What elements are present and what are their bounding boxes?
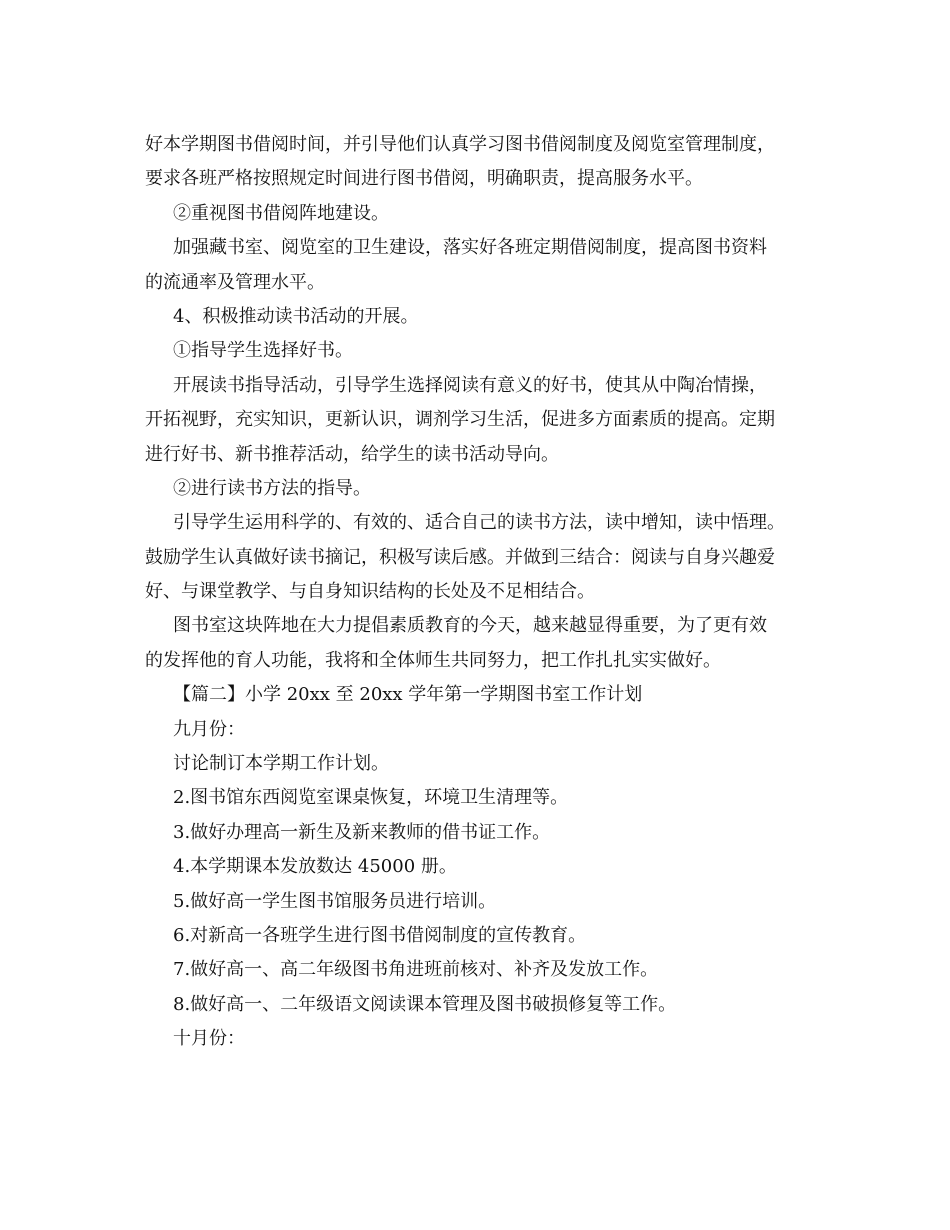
text-line: ②进行读书方法的指导。 bbox=[173, 477, 371, 499]
text-line: 图书室这块阵地在大力提倡素质教育的今天，越来越显得重要，为了更有效 bbox=[173, 615, 767, 637]
text-line: 讨论制订本学期工作计划。 bbox=[173, 753, 389, 775]
text-line: 【篇二】小学 20xx 至 20xx 学年第一学期图书室工作计划 bbox=[173, 684, 643, 706]
text-line: 要求各班严格按照规定时间进行图书借阅，明确职责，提高服务水平。 bbox=[145, 168, 703, 190]
text-line: 3.做好办理高一新生及新来教师的借书证工作。 bbox=[173, 821, 551, 843]
text-line: 5.做好高一学生图书馆服务员进行培训。 bbox=[173, 890, 497, 912]
text-line: 鼓励学生认真做好读书摘记，积极写读后感。并做到三结合：阅读与自身兴趣爱 bbox=[145, 546, 775, 568]
text-line: 的流通率及管理水平。 bbox=[145, 271, 325, 293]
text-line: 4、积极推动读书活动的开展。 bbox=[173, 305, 419, 327]
text-line: 加强藏书室、阅览室的卫生建设，落实好各班定期借阅制度，提高图书资料 bbox=[173, 237, 767, 259]
text-line: 7.做好高一、高二年级图书角进班前核对、补齐及发放工作。 bbox=[173, 959, 659, 981]
text-line: 开拓视野，充实知识，更新认识，调剂学习生活，促进多方面素质的提高。定期 bbox=[145, 409, 775, 431]
text-line: 好本学期图书借阅时间，并引导他们认真学习图书借阅制度及阅览室管理制度， bbox=[145, 134, 775, 155]
document-body bbox=[145, 128, 810, 1057]
text-line: 8.做好高一、二年级语文阅读课本管理及图书破损修复等工作。 bbox=[173, 993, 677, 1015]
text-line: 进行好书、新书推荐活动，给学生的读书活动导向。 bbox=[145, 443, 559, 465]
text-line: 6.对新高一各班学生进行图书借阅制度的宣传教育。 bbox=[173, 924, 587, 946]
text-line: ①指导学生选择好书。 bbox=[173, 340, 353, 362]
text-line: 引导学生运用科学的、有效的、适合自己的读书方法，读中增知，读中悟理。 bbox=[173, 512, 785, 534]
text-line: 好、与课堂教学、与自身知识结构的长处及不足相结合。 bbox=[145, 581, 595, 603]
text-line: 2.图书馆东西阅览室课桌恢复，环境卫生清理等。 bbox=[173, 787, 569, 809]
text-line: 的发挥他的育人功能，我将和全体师生共同努力，把工作扎扎实实做好。 bbox=[145, 649, 721, 671]
text-line: 十月份： bbox=[173, 1028, 245, 1050]
text-line: 九月份： bbox=[173, 718, 245, 740]
text-line: ②重视图书借阅阵地建设。 bbox=[173, 202, 389, 224]
text-line: 4.本学期课本发放数达 45000 册。 bbox=[173, 856, 457, 878]
text-line: 开展读书指导活动，引导学生选择阅读有意义的好书，使其从中陶冶情操， bbox=[173, 374, 767, 396]
